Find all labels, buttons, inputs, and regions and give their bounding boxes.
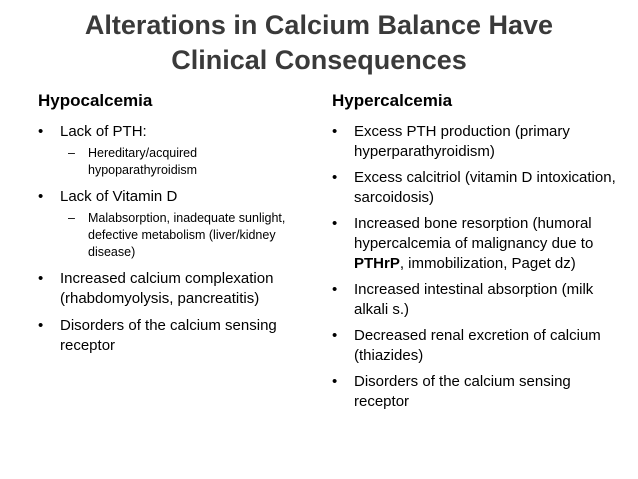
- bullet-text: Increased intestinal absorption (milk alkali s.): [354, 281, 594, 318]
- bullet-icon: •: [332, 327, 338, 344]
- bullet-text: Disorders of the calcium sensing receptor: [60, 317, 277, 354]
- list-item: [332, 122, 622, 162]
- bullet-icon: •: [332, 215, 338, 232]
- bullet-icon: •: [38, 123, 44, 140]
- hypocalcemia-column: [38, 90, 308, 363]
- list-item: [38, 269, 308, 309]
- list-item: [38, 316, 308, 356]
- bullet-text: Increased calcium complexation (rhabdomyolysis, pancreatitis): [60, 270, 274, 307]
- sub-bullet-list: [60, 145, 308, 179]
- bullet-icon: •: [38, 270, 44, 287]
- slide-title-line-1: Alterations in Calcium Balance Have: [84, 10, 554, 40]
- bullet-text: Lack of Vitamin D: [60, 188, 178, 205]
- bullet-text: Excess calcitriol (vitamin D intoxication, sarcoidosis): [354, 169, 616, 206]
- slide-title: [0, 8, 638, 78]
- hypercalcemia-bullet-list: [332, 122, 622, 412]
- list-item: [332, 280, 622, 320]
- sub-list-item: [60, 145, 308, 179]
- bullet-text-part: , immobilization, Paget dz): [399, 255, 576, 272]
- list-item: [38, 122, 308, 179]
- bullet-icon: •: [38, 188, 44, 205]
- dash-icon: –: [68, 211, 75, 225]
- pthrp-bold-text: PTHrP: [354, 255, 400, 272]
- sub-bullet-text: Hereditary/acquired hypoparathyroidism: [88, 146, 198, 177]
- hypercalcemia-column: [332, 90, 622, 418]
- sub-bullet-list: [60, 210, 308, 261]
- bullet-text: Disorders of the calcium sensing receptor: [354, 373, 571, 410]
- bullet-icon: •: [332, 373, 338, 390]
- hypocalcemia-bullet-list: [38, 122, 308, 356]
- list-item: [332, 214, 622, 274]
- slide-title-line-2: Clinical Consequences: [171, 45, 467, 75]
- bullet-icon: •: [332, 123, 338, 140]
- hypocalcemia-heading: Hypocalcemia: [38, 91, 153, 110]
- hypercalcemia-heading: Hypercalcemia: [332, 91, 453, 110]
- bullet-icon: •: [332, 169, 338, 186]
- sub-bullet-text: Malabsorption, inadequate sunlight, defective metabolism (liver/kidney disease): [88, 211, 286, 259]
- list-item: [332, 326, 622, 366]
- dash-icon: –: [68, 146, 75, 160]
- list-item: [38, 187, 308, 261]
- bullet-text: Excess PTH production (primary hyperparathyroidism): [354, 123, 570, 160]
- bullet-icon: •: [38, 317, 44, 334]
- bullet-text: Lack of PTH:: [60, 123, 147, 140]
- bullet-text-part: Increased bone resorption (humoral hypercalcemia of malignancy due to: [354, 215, 594, 252]
- sub-list-item: [60, 210, 308, 261]
- list-item: [332, 372, 622, 412]
- bullet-text: Decreased renal excretion of calcium (thiazides): [354, 327, 601, 364]
- list-item: [332, 168, 622, 208]
- bullet-icon: •: [332, 281, 338, 298]
